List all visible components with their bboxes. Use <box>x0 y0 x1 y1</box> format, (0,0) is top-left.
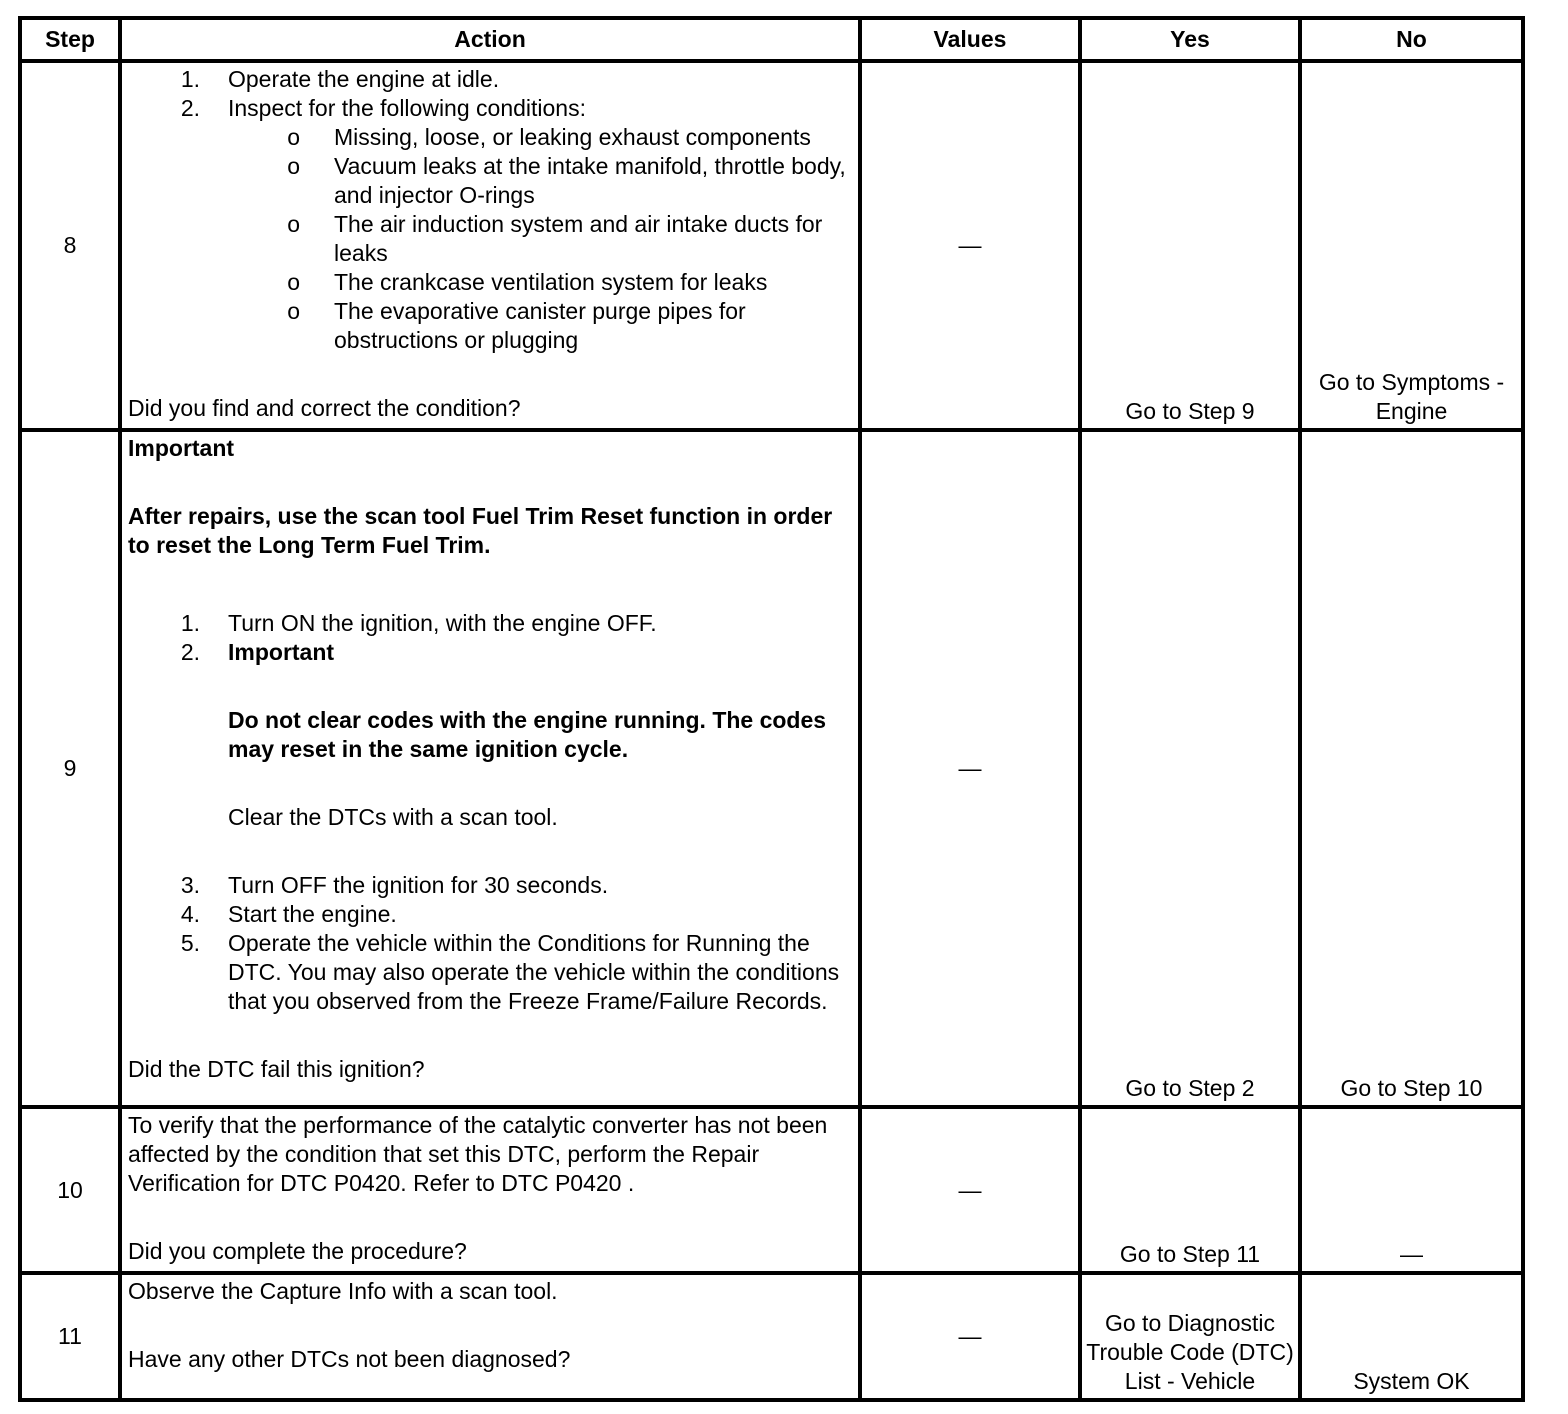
values-cell: — <box>860 1273 1080 1400</box>
no-result: Go to Step 10 <box>1300 430 1523 1107</box>
condition-item <box>128 210 852 268</box>
step-question: Have any other DTCs not been diagnosed? <box>128 1346 571 1372</box>
header-row <box>20 18 1523 61</box>
list-item <box>128 94 852 123</box>
condition-text: The evaporative canister purge pipes for obstructions or plugging <box>334 298 746 353</box>
no-result: Go to Symptoms - Engine <box>1300 61 1523 430</box>
step-question: Did you complete the procedure? <box>128 1238 467 1264</box>
header-values: Values <box>860 18 1080 61</box>
condition-item <box>128 152 852 210</box>
item-number: 2. <box>180 639 200 665</box>
item-important-title: Important <box>228 639 335 665</box>
values-cell: — <box>860 430 1080 1107</box>
item-text: Operate the vehicle within the Conditions for Running the DTC. You may also operate the vehicle within the conditions that you observed from the Freeze Frame/Failure Records. <box>228 930 840 1014</box>
list-item <box>128 65 852 94</box>
action-text: Observe the Capture Info with a scan tool. <box>128 1278 558 1304</box>
bullet-marker: o <box>287 298 300 324</box>
item-number: 1. <box>180 66 200 92</box>
condition-item <box>128 268 852 297</box>
action-cell <box>120 61 860 430</box>
item-important-note: Do not clear codes with the engine running. The codes may reset in the same ignition cycle. <box>228 707 827 762</box>
table-row-step-10 <box>20 1107 1523 1273</box>
bullet-marker: o <box>287 153 300 179</box>
condition-text: Missing, loose, or leaking exhaust components <box>334 124 811 150</box>
bullet-marker: o <box>287 124 300 150</box>
list-item <box>128 900 852 929</box>
list-item <box>128 609 852 638</box>
action-cell <box>120 1273 860 1400</box>
item-number: 4. <box>180 901 200 927</box>
table-row-step-9 <box>20 430 1523 1107</box>
step-question: Did the DTC fail this ignition? <box>128 1056 425 1082</box>
header-yes: Yes <box>1080 18 1300 61</box>
item-number: 2. <box>180 95 200 121</box>
step-number: 8 <box>20 61 120 430</box>
step-question: Did you find and correct the condition? <box>128 395 521 421</box>
important-title: Important <box>128 435 235 461</box>
no-result: — <box>1300 1107 1523 1273</box>
item-text: Turn OFF the ignition for 30 seconds. <box>228 872 609 898</box>
list-item <box>128 871 852 900</box>
item-number: 1. <box>180 610 200 636</box>
item-text: Start the engine. <box>228 901 397 927</box>
item-number: 3. <box>180 872 200 898</box>
item-number: 5. <box>180 930 200 956</box>
yes-result: Go to Diagnostic Trouble Code (DTC) List - Vehicle <box>1080 1273 1300 1400</box>
bullet-marker: o <box>287 211 300 237</box>
item-text: Inspect for the following conditions: <box>228 95 586 121</box>
action-text: To verify that the performance of the catalytic converter has not been affected by the condition that set this DTC, perform the Repair Verification for DTC P0420. Refer to DTC P0420 . <box>128 1112 828 1196</box>
table-row-step-8 <box>20 61 1523 430</box>
condition-text: The air induction system and air intake ducts for leaks <box>334 211 823 266</box>
header-action: Action <box>120 18 860 61</box>
no-result: System OK <box>1300 1273 1523 1400</box>
action-cell <box>120 430 860 1107</box>
yes-result: Go to Step 9 <box>1080 61 1300 430</box>
condition-item <box>128 123 852 152</box>
table-row-step-11 <box>20 1273 1523 1400</box>
action-cell <box>120 1107 860 1273</box>
condition-item <box>128 297 852 355</box>
yes-result: Go to Step 2 <box>1080 430 1300 1107</box>
condition-text: Vacuum leaks at the intake manifold, throttle body, and injector O-rings <box>334 153 846 208</box>
item-text: Turn ON the ignition, with the engine OFF. <box>228 610 657 636</box>
important-note: After repairs, use the scan tool Fuel Trim Reset function in order to reset the Long Term Fuel Trim. <box>128 503 833 558</box>
item-text: Operate the engine at idle. <box>228 66 500 92</box>
step-number: 9 <box>20 430 120 1107</box>
item-text: Clear the DTCs with a scan tool. <box>228 804 558 830</box>
header-step: Step <box>20 18 120 61</box>
step-number: 10 <box>20 1107 120 1273</box>
yes-result: Go to Step 11 <box>1080 1107 1300 1273</box>
condition-text: The crankcase ventilation system for leaks <box>334 269 768 295</box>
bullet-marker: o <box>287 269 300 295</box>
list-item <box>128 929 852 1016</box>
list-item <box>128 638 852 667</box>
values-cell: — <box>860 1107 1080 1273</box>
diagnostic-table <box>18 16 1525 1402</box>
header-no: No <box>1300 18 1523 61</box>
step-number: 11 <box>20 1273 120 1400</box>
values-cell: — <box>860 61 1080 430</box>
